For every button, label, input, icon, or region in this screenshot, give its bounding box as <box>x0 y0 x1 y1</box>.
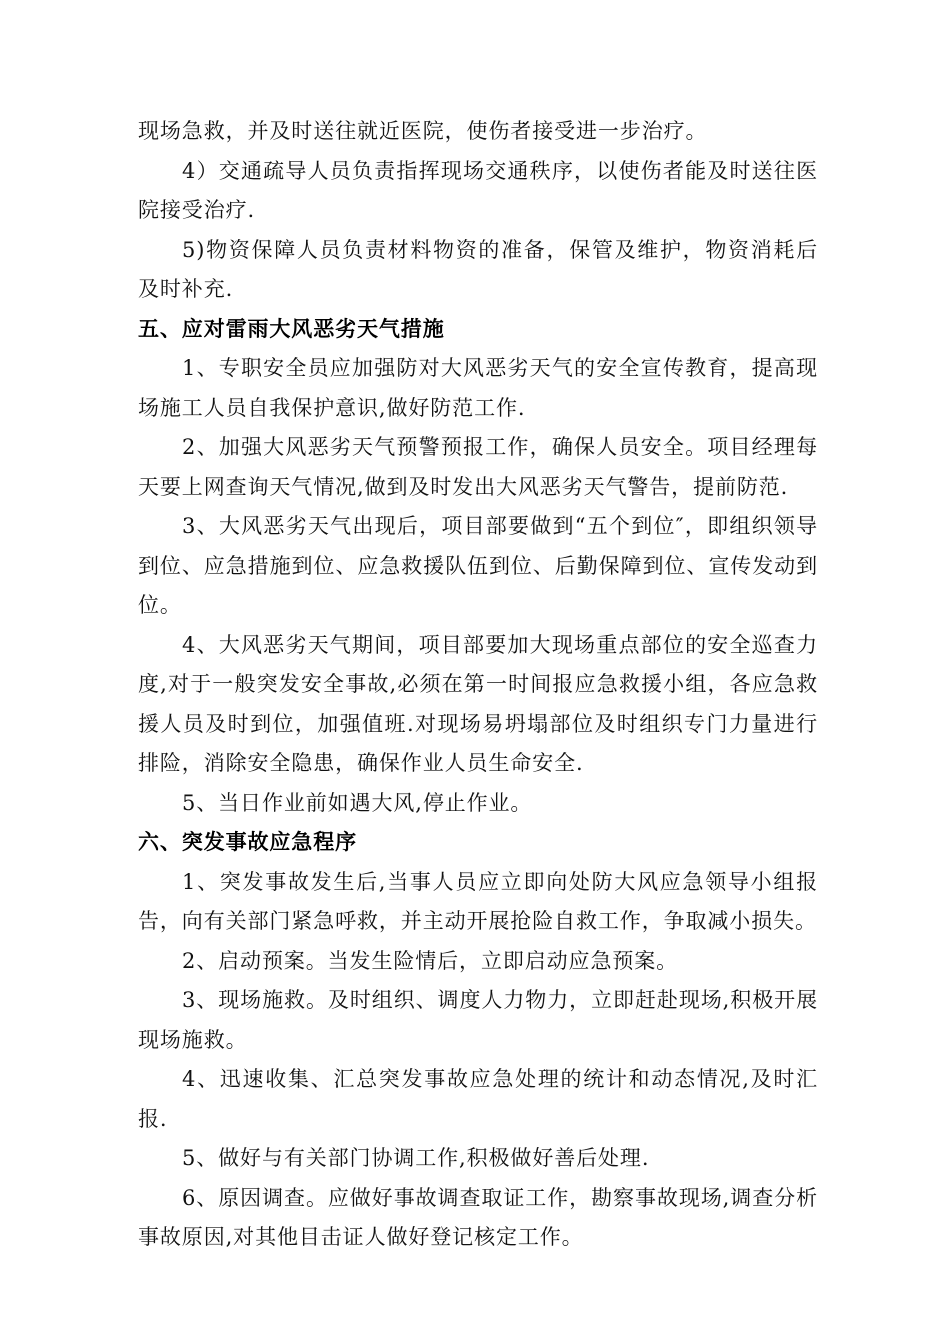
intro-item: 5)物资保障人员负责材料物资的准备，保管及维护，物资消耗后及时补充. <box>138 237 818 301</box>
section-heading-weather: 五、应对雷雨大风恶劣天气措施 <box>138 316 445 341</box>
weather-measure-item: 4、大风恶劣天气期间，项目部要加大现场重点部位的安全巡查力度,对于一般突发安全事故,必须在第一时间报应急救援小组，各应急救援人员及时到位，加强值班.对现场易坍塌部位及时组织专门力量进行排险，消除安全隐患，确保作业人员生命安全. <box>138 632 818 775</box>
emergency-procedure-item: 2、启动预案。当发生险情后，立即启动应急预案。 <box>182 948 679 973</box>
weather-measure-item: 1、专职安全员应加强防对大风恶劣天气的安全宣传教育，提高现场施工人员自我保护意识,做好防范工作. <box>138 356 818 420</box>
weather-measure-item: 3、大风恶劣天气出现后，项目部要做到“五个到位″，即组织领导到位、应急措施到位、应急救援队伍到位、后勤保障到位、宣传发动到位。 <box>138 514 818 617</box>
emergency-procedure-item: 6、原因调查。应做好事故调查取证工作，勘察事故现场,调查分析事故原因,对其他目击证人做好登记核定工作。 <box>138 1185 818 1249</box>
weather-measure-item: 2、加强大风恶劣天气预警预报工作，确保人员安全。项目经理每天要上网查询天气情况,做到及时发出大风恶劣天气警告，提前防范. <box>138 435 818 499</box>
weather-measure-item: 5、当日作业前如遇大风,停止作业。 <box>182 790 533 815</box>
intro-item: 4）交通疏导人员负责指挥现场交通秩序，以使伤者能及时送往医院接受治疗. <box>138 158 818 222</box>
document-body <box>138 112 818 1258</box>
emergency-procedure-item: 4、迅速收集、汇总突发事故应急处理的统计和动态情况,及时汇报. <box>138 1067 818 1131</box>
emergency-procedure-item: 3、现场施救。及时组织、调度人力物力，立即赶赴现场,积极开展现场施救。 <box>138 988 818 1052</box>
lead-paragraph: 现场急救，并及时送往就近医院，使伤者接受进一步治疗。 <box>138 119 708 143</box>
emergency-procedure-item: 1、突发事故发生后,当事人员应立即向处防大风应急领导小组报告，向有关部门紧急呼救，并主动开展抢险自救工作，争取减小损失。 <box>138 869 818 933</box>
section-heading-emergency: 六、突发事故应急程序 <box>138 830 357 854</box>
emergency-procedure-item: 5、做好与有关部门协调工作,积极做好善后处理. <box>182 1146 650 1170</box>
